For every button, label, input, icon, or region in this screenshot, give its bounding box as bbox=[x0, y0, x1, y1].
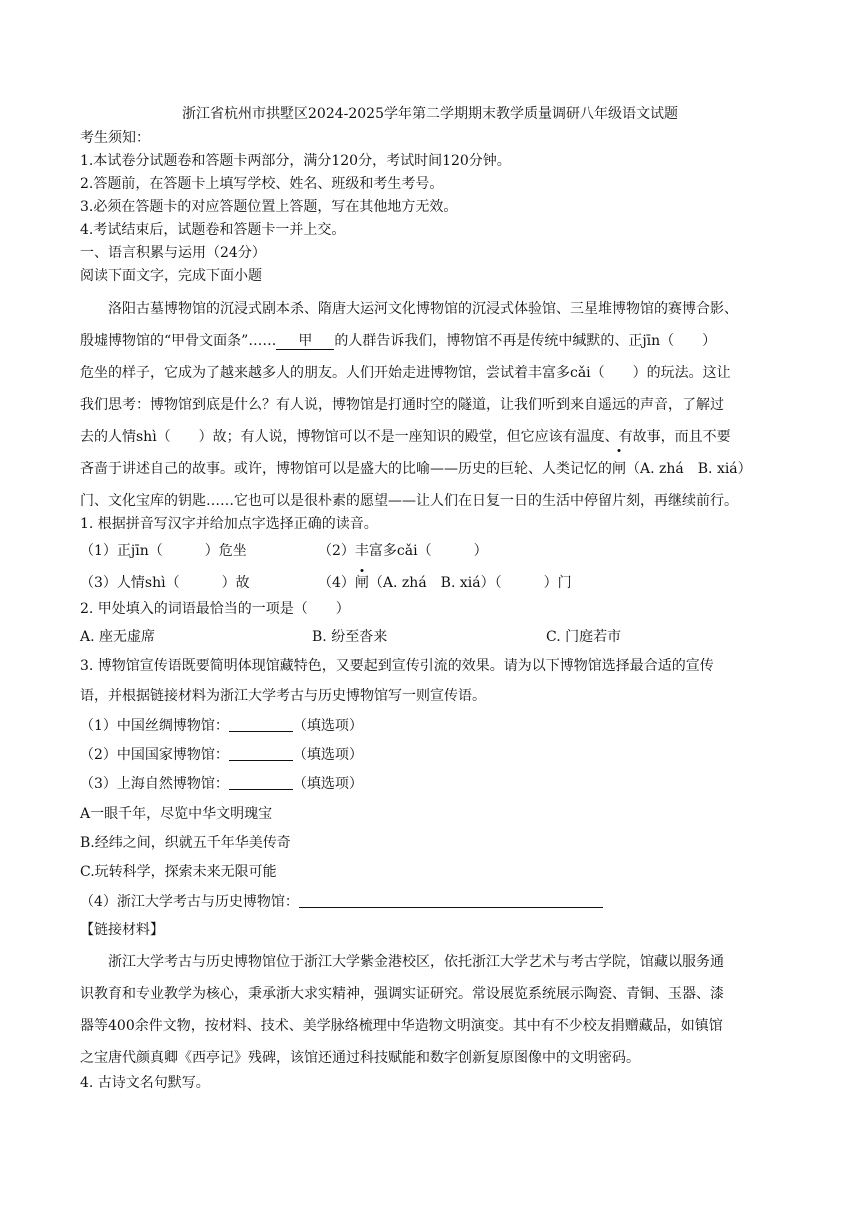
notice-item-4: 4.考试结束后，试题卷和答题卡一并上交。 bbox=[80, 222, 346, 238]
blank-jia: 甲 bbox=[276, 333, 334, 350]
q1-sub-1: （1）正jīn（ ）危坐 bbox=[80, 543, 247, 559]
q4-stem: 4. 古诗文名句默写。 bbox=[80, 1075, 210, 1091]
q3-sub-3-hint: （填选项） bbox=[292, 776, 363, 792]
notice-item-1: 1.本试卷分试题卷和答题卡两部分，满分120分，考试时间120分钟。 bbox=[80, 153, 511, 169]
q3-option-b: B.经纬之间，织就五千年华美传奇 bbox=[80, 835, 291, 851]
q3-sub-1-label: （1）中国丝绸博物馆： bbox=[80, 718, 229, 734]
q2-option-a: A. 座无虚席 bbox=[80, 629, 156, 645]
answer-blank-1[interactable] bbox=[229, 717, 293, 732]
q1-sub-3: （3）人情shì（ ）故 bbox=[80, 575, 250, 591]
link-heading: 【链接材料】 bbox=[80, 922, 164, 938]
q3-sub-2 bbox=[80, 745, 363, 765]
notice-item-2: 2.答题前，在答题卡上填写学校、姓名、班级和考生考号。 bbox=[80, 176, 444, 192]
answer-blank-2[interactable] bbox=[229, 746, 293, 761]
passage-line-6 bbox=[80, 453, 780, 485]
link-line-3: 器等400余件文物，按材料、技术、美学脉络梳理中华造物文明演变。其中有不少校友捐赠藏品，如镇馆 bbox=[80, 1018, 723, 1034]
passage-line-2 bbox=[80, 325, 780, 357]
section-heading: 一、语言积累与运用（24分） bbox=[80, 245, 266, 261]
q3-sub-4-label: （4）浙江大学考古与历史博物馆： bbox=[80, 894, 299, 910]
passage-line-3: 危坐的样子，它成为了越来越多人的朋友。人们开始走进博物馆，尝试着丰富多cǎi（ ）的玩法。这让 bbox=[80, 365, 731, 381]
q3-sub-3 bbox=[80, 774, 363, 794]
q3-sub-1 bbox=[80, 716, 363, 736]
passage-line-6-end: （A. zhá B. xiá） bbox=[626, 461, 752, 477]
q3-sub-4 bbox=[80, 891, 603, 912]
q3-option-c: C.玩转科学，探索未来无限可能 bbox=[80, 864, 277, 880]
link-line-1: 浙江大学考古与历史博物馆位于浙江大学紫金港校区，依托浙江大学艺术与考古学院，馆藏以服务通 bbox=[108, 954, 724, 970]
q3-sub-1-hint: （填选项） bbox=[292, 718, 363, 734]
q2-stem: 2. 甲处填入的词语最恰当的一项是（ ） bbox=[80, 601, 350, 617]
passage-line-2-start: 殷墟博物馆的“甲骨文面条”…… bbox=[80, 333, 277, 349]
link-line-2: 识教育和专业教学为核心，秉承浙大求实精神，强调实证研究。常设展览系统展示陶瓷、青铜、玉器、漆 bbox=[80, 986, 724, 1002]
q1-stem: 1. 根据拼音写汉字并给加点字选择正确的读音。 bbox=[80, 516, 378, 532]
passage-line-2-end: 的人群告诉我们，博物馆不再是传统中缄默的、正jīn（ ） bbox=[334, 333, 717, 349]
notice-item-3: 3.必须在答题卡的对应答题位置上答题，写在其他地方无效。 bbox=[80, 199, 458, 215]
q3-option-a: A一眼千年，尽览中华文明瑰宝 bbox=[80, 806, 273, 822]
passage-line-5: 去的人情shì（ ）故；有人说，博物馆可以不是一座知识的殿堂，但它应该有温度、有故事，而且不要 bbox=[80, 429, 731, 445]
passage-line-6-start: 吝啬于讲述自己的故事。或许，博物馆可以是盛大的比喻——历史的巨轮、人类记忆的 bbox=[80, 461, 612, 477]
q3-sub-3-label: （3）上海自然博物馆： bbox=[80, 776, 229, 792]
passage-line-1: 洛阳古墓博物馆的沉浸式剧本杀、隋唐大运河文化博物馆的沉浸式体验馆、三星堆博物馆的赛博合影、 bbox=[108, 301, 738, 317]
q3-sub-2-hint: （填选项） bbox=[292, 747, 363, 763]
answer-blank-3[interactable] bbox=[229, 775, 293, 790]
q1-sub-2: （2）丰富多cǎi（ ） bbox=[318, 543, 488, 559]
q2-option-b: B. 纷至沓来 bbox=[312, 629, 388, 645]
page-title: 浙江省杭州市拱墅区2024-2025学年第二学期期末教学质量调研八年级语文试题 bbox=[182, 106, 678, 122]
passage-line-7: 门、文化宝库的钥匙……它也可以是很朴素的愿望——让人们在日复一日的生活中停留片刻，再继续前行。 bbox=[80, 493, 738, 509]
passage-line-4: 我们思考：博物馆到底是什么？有人说，博物馆是打通时空的隧道，让我们听到来自遥远的声音，了解过 bbox=[80, 397, 724, 413]
q3-stem-line-2: 语，并根据链接材料为浙江大学考古与历史博物馆写一则宣传语。 bbox=[80, 688, 486, 704]
q1-sub-4-post: （A. zhá B. xiá）（ ）门 bbox=[368, 575, 572, 591]
q1-sub-4 bbox=[318, 573, 572, 593]
link-line-4: 之宝唐代颜真卿《西亭记》残碑，该馆还通过科技赋能和数字创新复原图像中的文明密码。 bbox=[80, 1050, 640, 1066]
q3-stem-line-1: 3. 博物馆宣传语既要简明体现馆藏特色，又要起到宣传引流的效果。请为以下博物馆选择最合适的宣传 bbox=[80, 658, 714, 674]
q3-sub-2-label: （2）中国国家博物馆： bbox=[80, 747, 229, 763]
q1-sub-4-pre: （4） bbox=[318, 575, 355, 591]
q2-option-c: C. 门庭若市 bbox=[546, 629, 622, 645]
notice-heading: 考生须知： bbox=[80, 130, 150, 146]
q1-dotted-char: 闸 bbox=[354, 575, 369, 591]
section-instruction: 阅读下面文字，完成下面小题 bbox=[80, 268, 262, 284]
answer-blank-4[interactable] bbox=[299, 891, 603, 908]
dotted-char: 闸 bbox=[612, 453, 626, 485]
